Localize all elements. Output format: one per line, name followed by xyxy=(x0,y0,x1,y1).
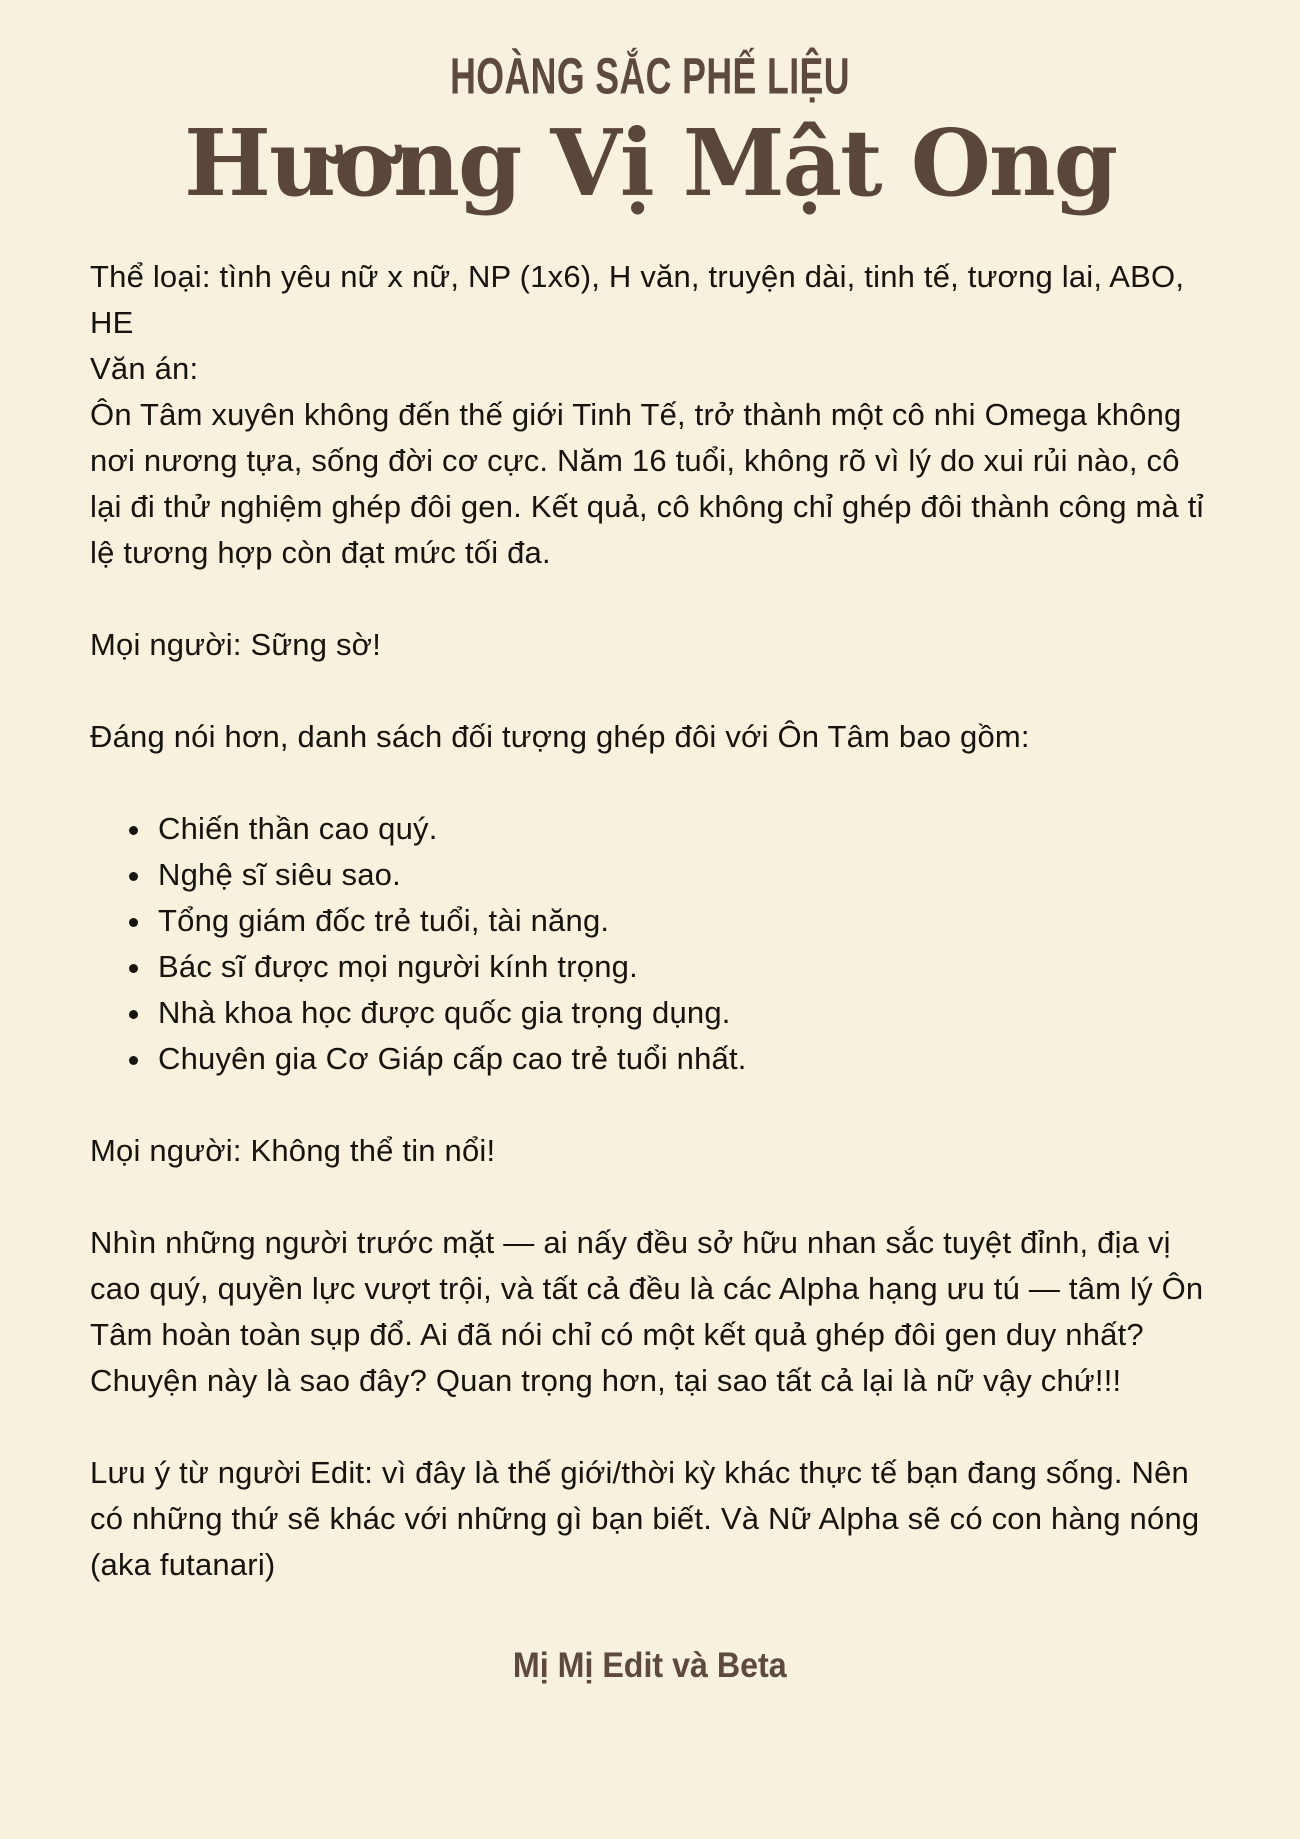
credit-line xyxy=(90,1646,1210,1686)
list-item: • Nghệ sĩ siêu sao. xyxy=(154,852,1210,898)
list-intro: Đáng nói hơn, danh sách đối tượng ghép đôi với Ôn Tâm bao gồm: xyxy=(90,719,1030,755)
intro-paragraph: Ôn Tâm xuyên không đến thế giới Tinh Tế, trở thành một cô nhi Omega không nơi nương tựa, sống đời cơ cực. Năm 16 tuổi, không rõ vì lý do xui rủi nào, cô lại đi thử nghiệm ghép đôi gen. Kết quả, cô không chỉ ghép đôi thành công mà tỉ lệ tương hợp còn đạt mức tối đa. xyxy=(90,397,1204,571)
series-title-wrap xyxy=(90,46,1210,105)
credit-text: Mị Mị Edit và Beta xyxy=(513,1646,787,1686)
list-item: • Bác sĩ được mọi người kính trọng. xyxy=(154,944,1210,990)
list-item: • Chuyên gia Cơ Giáp cấp cao trẻ tuổi nhất. xyxy=(154,1036,1210,1082)
genre-line: Thể loại: tình yêu nữ x nữ, NP (1x6), H văn, truyện dài, tinh tế, tương lai, ABO, HE xyxy=(90,259,1185,341)
match-list xyxy=(90,806,1210,1082)
page-title: Hương Vị Mật Ong xyxy=(183,109,1117,217)
van-an-label: Văn án: xyxy=(90,351,199,387)
series-title: HOÀNG SẮC PHẾ LIỆU xyxy=(450,47,850,105)
collapse-paragraph: Nhìn những người trước mặt — ai nấy đều sở hữu nhan sắc tuyệt đỉnh, địa vị cao quý, quyền lực vượt trội, và tất cả đều là các Alpha hạng ưu tú — tâm lý Ôn Tâm hoàn toàn sụp đổ. Ai đã nói chỉ có một kết quả ghép đôi gen duy nhất? Chuyện này là sao đây? Quan trọng hơn, tại sao tất cả lại là nữ vậy chứ!!! xyxy=(90,1225,1204,1399)
list-item: • Nhà khoa học được quốc gia trọng dụng. xyxy=(154,990,1210,1036)
body-text xyxy=(90,254,1210,1588)
reaction-line-1: Mọi người: Sững sờ! xyxy=(90,627,382,663)
reaction-line-2: Mọi người: Không thể tin nổi! xyxy=(90,1133,496,1169)
editor-note: Lưu ý từ người Edit: vì đây là thế giới/thời kỳ khác thực tế bạn đang sống. Nên có những thứ sẽ khác với những gì bạn biết. Và Nữ Alpha sẽ có con hàng nóng (aka futanari) xyxy=(90,1455,1200,1583)
list-item: • Tổng giám đốc trẻ tuổi, tài năng. xyxy=(154,898,1210,944)
list-item: • Chiến thần cao quý. xyxy=(154,806,1210,852)
